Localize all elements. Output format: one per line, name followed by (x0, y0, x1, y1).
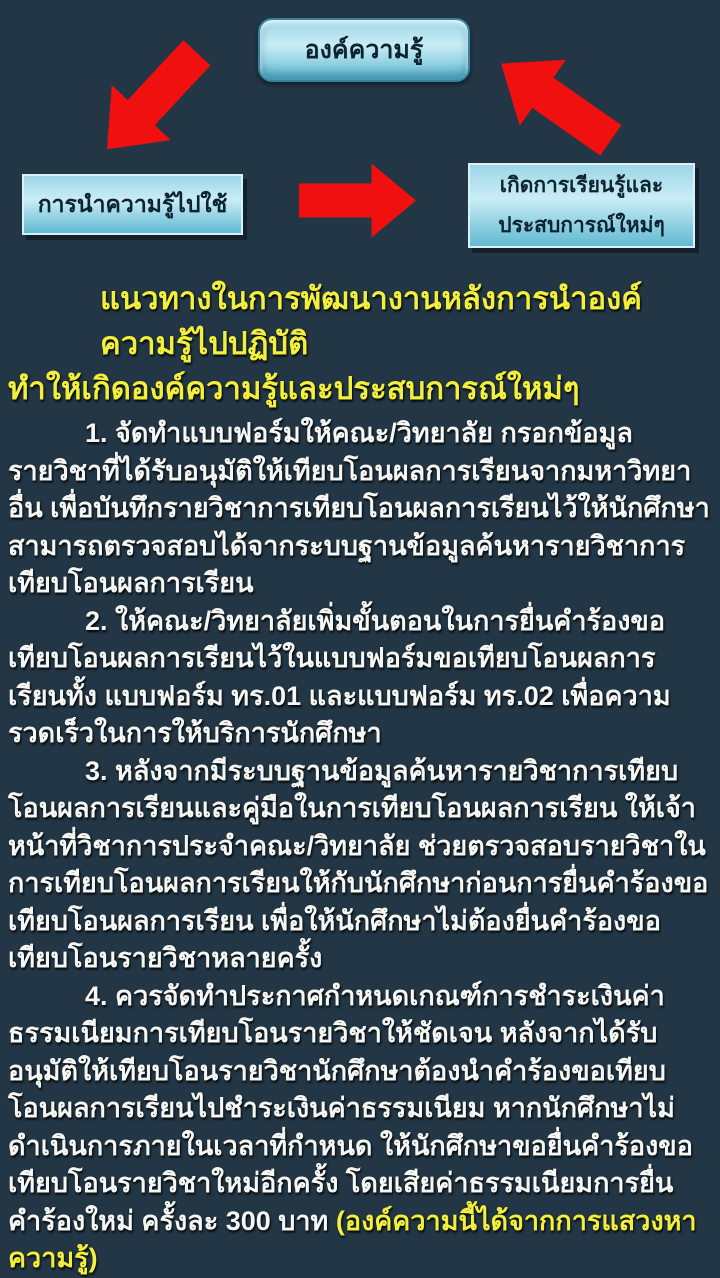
paragraph-1-text: 1. จัดทำแบบฟอร์มให้คณะ/วิทยาลัย กรอกข้อมูลรายวิชาที่ได้รับอนุมัติให้เทียบโอนผลการเรียนจากมหาวิทยาอื่น เพื่อบันทึกรายวิชาการเทียบโอนผลการเรียนไว้ให้นักศึกษาสามารถตรวจสอบได้จากระบบฐานข้อมูลค้นหารายวิชาการเทียบโอนผลการเรียน (8, 418, 710, 598)
paragraph-4-highlight: (องค์ความนี้ได้จากการแสวงหาความรู้) (8, 1205, 697, 1273)
paragraph-2 (8, 603, 710, 753)
new-learning-box-line2: ประสบการณ์ใหม่ๆ (498, 213, 665, 237)
paragraph-3-text: 3. หลังจากมีระบบฐานข้อมูลค้นหารายวิชาการเทียบโอนผลการเรียนและคู่มือในการเทียบโอนผลการเรียน ให้เจ้าหน้าที่วิชาการประจำคณะ/วิทยาลัย ช่วยตรวจสอบรายวิชาในการเทียบโอนผลการเรียนให้กับนักศึกษาก่อนการยื่นคำร้องขอเทียบโอนผลการเรียน เพื่อให้นักศึกษาไม่ต้องยื่นคำร้องขอเทียบโอนรายวิชาหลายครั้ง (8, 755, 709, 973)
paragraph-4 (8, 978, 710, 1278)
paragraph-1 (8, 415, 710, 603)
paragraph-2-text: 2. ให้คณะ/วิทยาลัยเพิ่มขั้นตอนในการยื่นคำร้องขอเทียบโอนผลการเรียนไว้ในแบบฟอร์มขอเทียบโอนผลการเรียนทั้ง แบบฟอร์ม ทร.01 และแบบฟอร์ม ทร.02 เพื่อความรวดเร็วในการให้บริการนักศึกษา (8, 605, 671, 748)
knowledge-box (258, 18, 470, 82)
knowledge-box-label: องค์ความรู้ (304, 36, 424, 64)
paragraph-3 (8, 753, 710, 978)
arrow-right-icon (299, 162, 416, 239)
page-title-line2: ทำให้เกิดองค์ความรู้และประสบการณ์ใหม่ๆ (8, 371, 580, 406)
arrow-down-left-icon (76, 24, 227, 178)
page-title-line1: แนวทางในการพัฒนางานหลังการนำองค์ความรู้ไปปฏิบัติ (100, 281, 642, 361)
new-learning-box-line1: เกิดการเรียนรู้และ (499, 173, 664, 197)
apply-knowledge-box (22, 174, 243, 235)
new-learning-box (468, 163, 695, 248)
page-title (8, 276, 710, 411)
apply-knowledge-box-label: การนำความรู้ไปใช้ (37, 190, 228, 217)
arrow-up-left-icon (477, 29, 635, 175)
paragraph-4-text: 4. ควรจัดทำประกาศกำหนดเกณฑ์การชำระเงินค่าธรรมเนียมการเทียบโอนรายวิชาให้ชัดเจน หลังจากได้รับอนุมัติให้เทียบโอนรายวิชานักศึกษาต้องนำคำร้องขอเทียบโอนผลการเรียนไปชำระเงินค่าธรรมเนียม หากนักศึกษาไม่ดำเนินการภายในเวลาที่กำหนด ให้นักศึกษาขอยื่นคำร้องขอเทียบโอนรายวิชาใหม่อีกครั้ง โดยเสียค่าธรรมเนียมการยื่นคำร้องใหม่ ครั้งละ 300 บาท (8, 980, 693, 1236)
slide-body (0, 276, 720, 1278)
knowledge-cycle-diagram (0, 0, 720, 268)
